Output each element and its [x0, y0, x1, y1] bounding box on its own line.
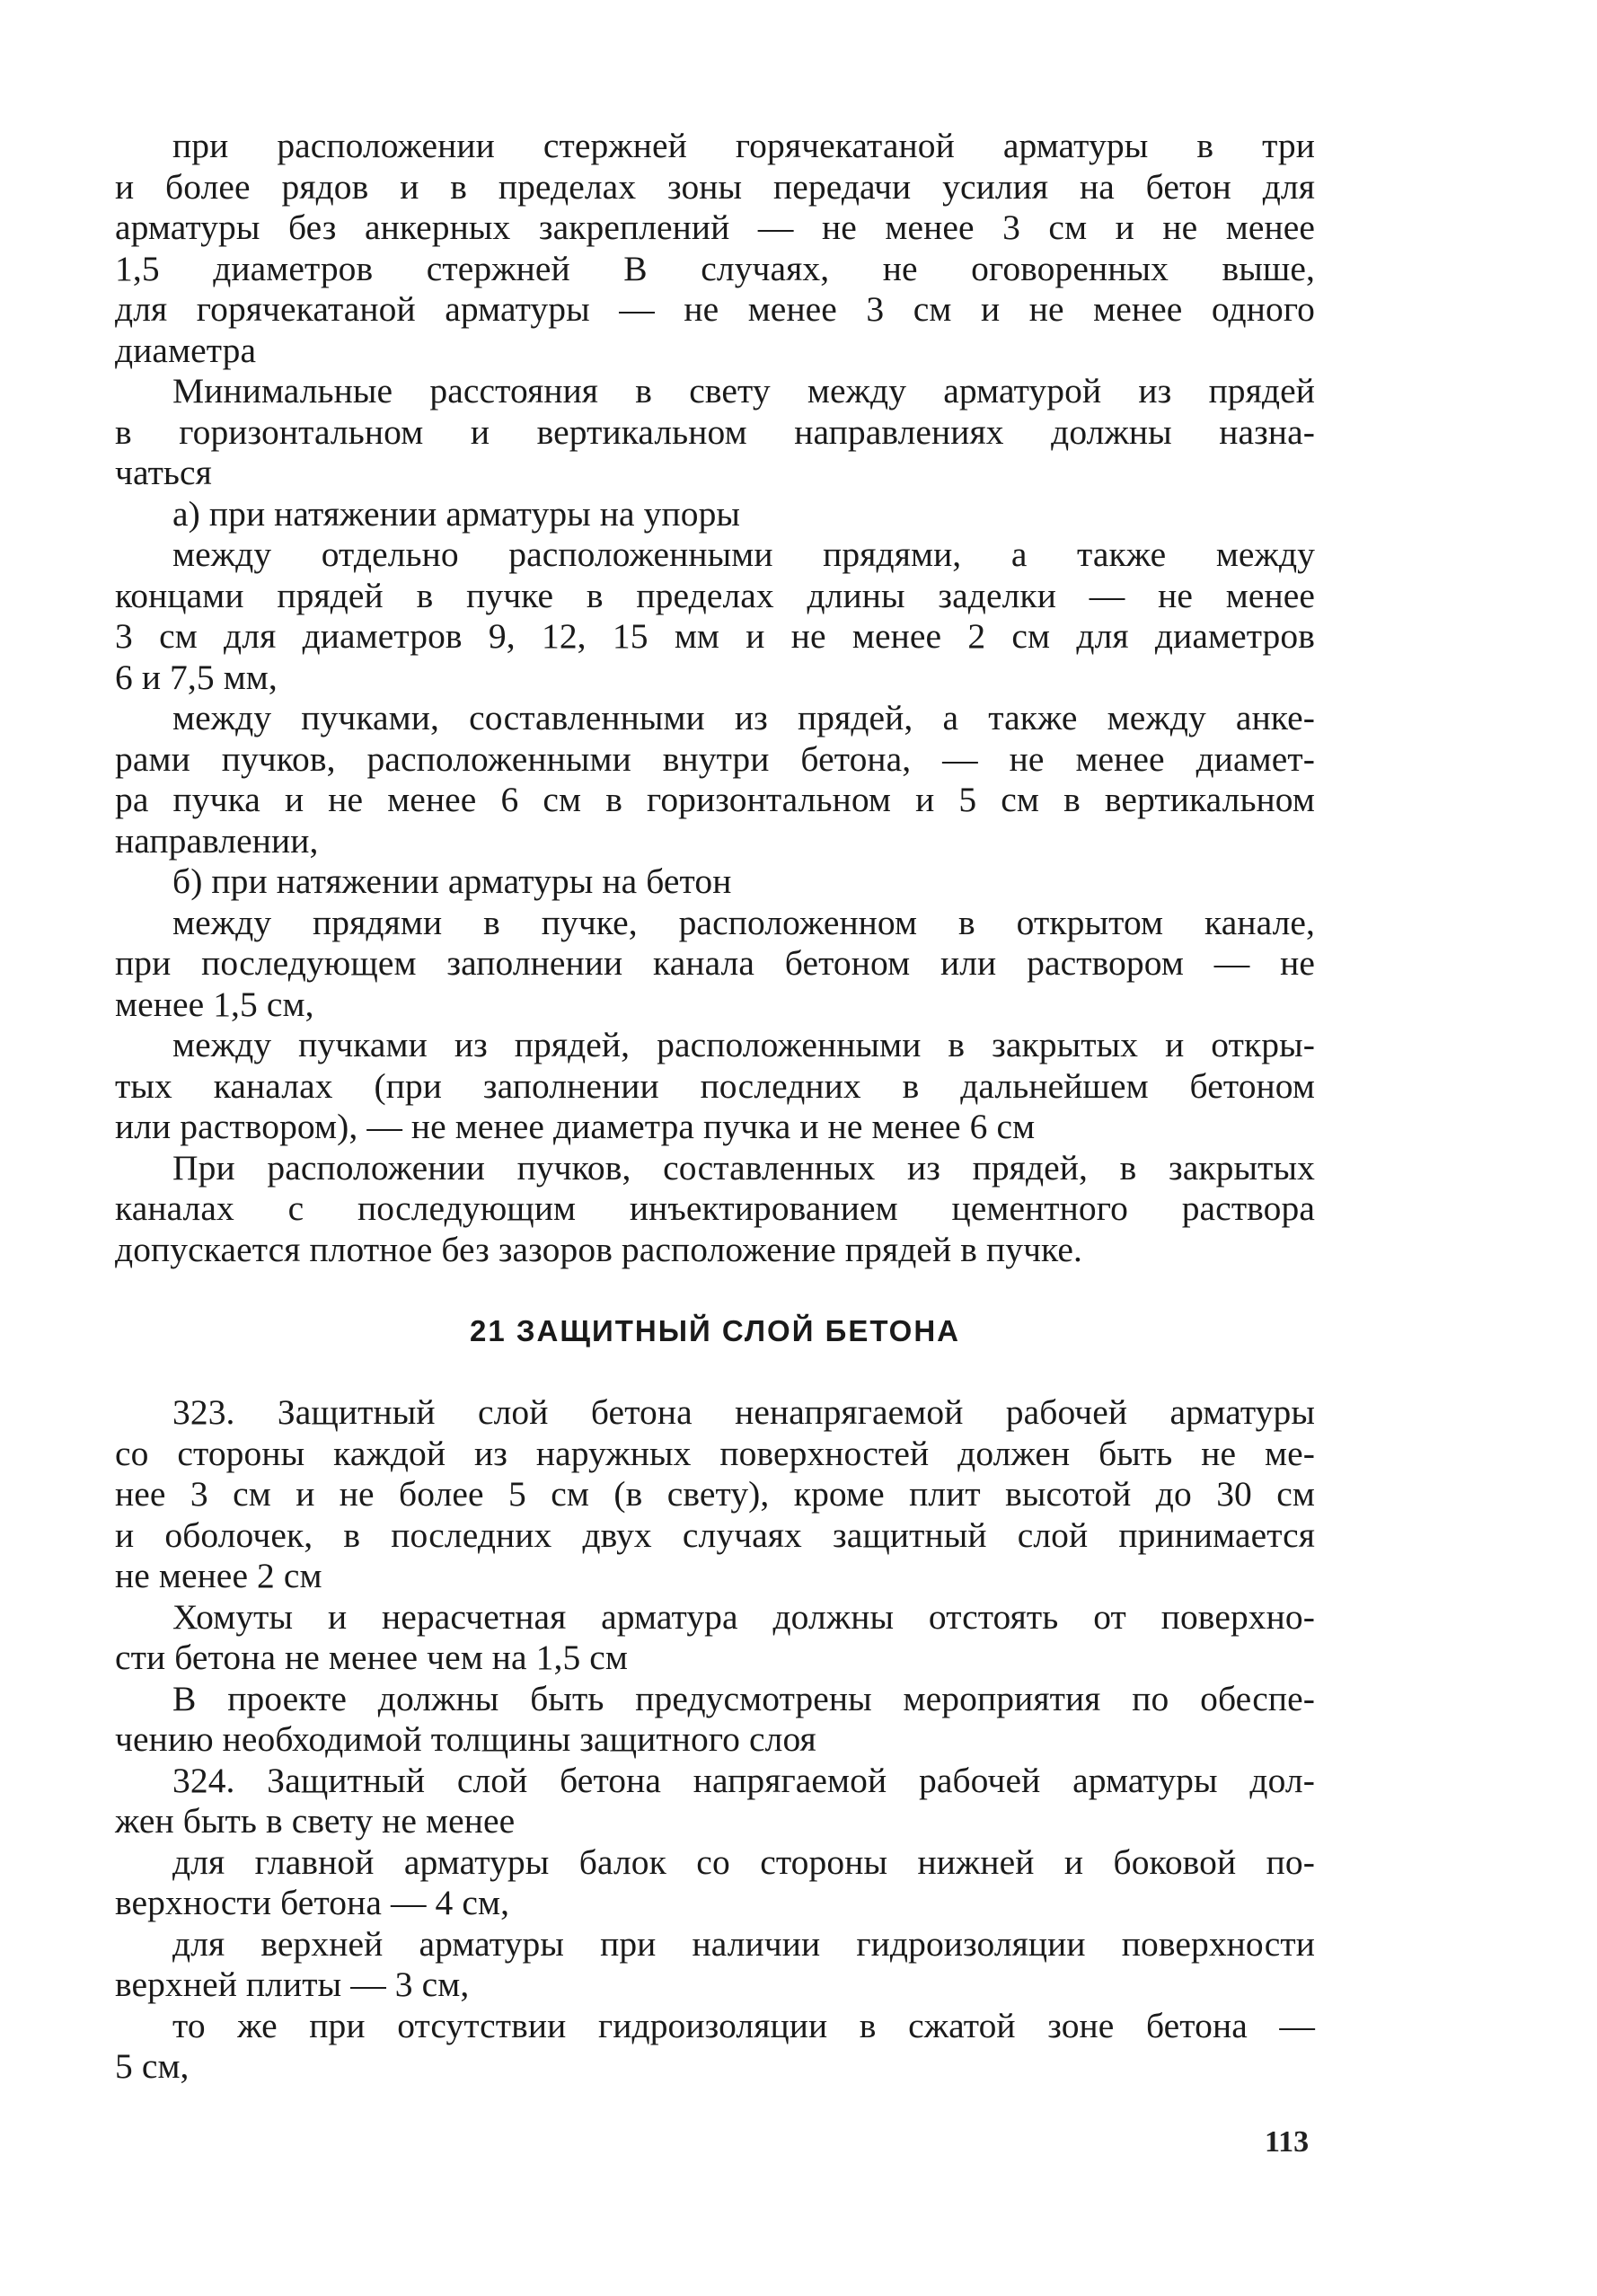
document-page [115, 126, 1315, 2088]
text-line: со стороны каждой из наружных поверхностей должен быть не ме- [115, 1433, 1315, 1473]
section-heading: 21 ЗАЩИТНЫЙ СЛОЙ БЕТОНА [469, 1314, 961, 1347]
text-line: и более рядов и в пределах зоны передачи усилия на бетон для [115, 166, 1315, 207]
text-line: для верхней арматуры при наличии гидроизоляции поверхности [172, 1923, 1315, 1964]
page-number: 113 [1265, 2125, 1310, 2159]
text-line: чаться [115, 453, 212, 492]
text-line: 324. Защитный слой бетона напрягаемой рабочей арматуры дол- [172, 1760, 1315, 1800]
text-line: направлении, [115, 820, 319, 861]
text-line: жен быть в свету не менее [115, 1801, 516, 1841]
text-line: верхности бетона — 4 см, [115, 1883, 510, 1922]
text-line: то же при отсутствии гидроизоляции в сжатой зоне бетона — [172, 2005, 1315, 2045]
text-line: допускается плотное без зазоров расположение прядей в пучке. [115, 1229, 1082, 1269]
text-line: для горячекатаной арматуры — не менее 3 см и не менее одного [115, 289, 1315, 329]
text-line: Минимальные расстояния в свету между арматурой из прядей [172, 371, 1315, 411]
text-line: между прядями в пучке, расположенном в открытом канале, [172, 902, 1315, 942]
text-line: 5 см, [115, 2046, 190, 2086]
text-line: и оболочек, в последних двух случаях защитный слой принимается [115, 1514, 1315, 1555]
text-line: 1,5 диаметров стержней В случаях, не оговоренных выше, [115, 248, 1315, 288]
text-line: концами прядей в пучке в пределах длины заделки — не менее [115, 575, 1315, 615]
text-line: Хомуты и нерасчетная арматура должны отстоять от поверхно- [172, 1596, 1315, 1637]
text-block-top [115, 126, 1315, 1270]
text-line: 323. Защитный слой бетона ненапрягаемой рабочей арматуры [172, 1392, 1315, 1432]
text-line: не менее 2 см [115, 1556, 322, 1595]
text-line: б) при натяжении арматуры на бетон [172, 861, 732, 901]
text-line: чению необходимой толщины защитного слоя [115, 1719, 816, 1759]
text-line: а) при натяжении арматуры на упоры [172, 493, 741, 534]
text-line: между отдельно расположенными прядями, а также между [172, 534, 1315, 574]
text-line: ра пучка и не менее 6 см в горизонтальном и 5 см в вертикальном [115, 780, 1315, 819]
text-line: рами пучков, расположенными внутри бетона, — не менее диамет- [115, 738, 1315, 779]
text-line: при расположении стержней горячекатаной арматуры в три [172, 126, 1315, 165]
text-line: нее 3 см и не более 5 см (в свету), кроме плит высотой до 30 см [115, 1474, 1315, 1514]
text-line: 3 см для диаметров 9, 12, 15 мм и не менее 2 см для диаметров [115, 616, 1315, 656]
text-line: При расположении пучков, составленных из прядей, в закрытых [172, 1147, 1315, 1188]
text-line: арматуры без анкерных закреплений — не менее 3 см и не менее [115, 208, 1315, 247]
text-line: диаметра [115, 330, 257, 370]
text-line: 6 и 7,5 мм, [115, 657, 278, 697]
text-line: при последующем заполнении канала бетоном или раствором — не [115, 943, 1315, 983]
text-line: между пучками из прядей, расположенными в закрытых и откры- [172, 1025, 1315, 1064]
text-line: или раствором), — не менее диаметра пучка и не менее 6 см [115, 1107, 1036, 1146]
text-line: тых каналах (при заполнении последних в дальнейшем бетоном [115, 1065, 1315, 1106]
text-line: менее 1,5 см, [115, 984, 314, 1024]
text-line: для главной арматуры балок со стороны нижней и боковой по- [172, 1841, 1315, 1882]
text-line: верхней плиты — 3 см, [115, 1965, 470, 2004]
text-line: сти бетона не менее чем на 1,5 см [115, 1638, 628, 1677]
text-line: В проекте должны быть предусмотрены мероприятия по обеспе- [172, 1678, 1315, 1718]
text-line: каналах с последующим инъектированием цементного раствора [115, 1188, 1315, 1228]
text-line: в горизонтальном и вертикальном направлениях должны назна- [115, 411, 1315, 452]
text-block-bottom [115, 1392, 1315, 2088]
text-line: между пучками, составленными из прядей, а также между анке- [172, 698, 1315, 737]
